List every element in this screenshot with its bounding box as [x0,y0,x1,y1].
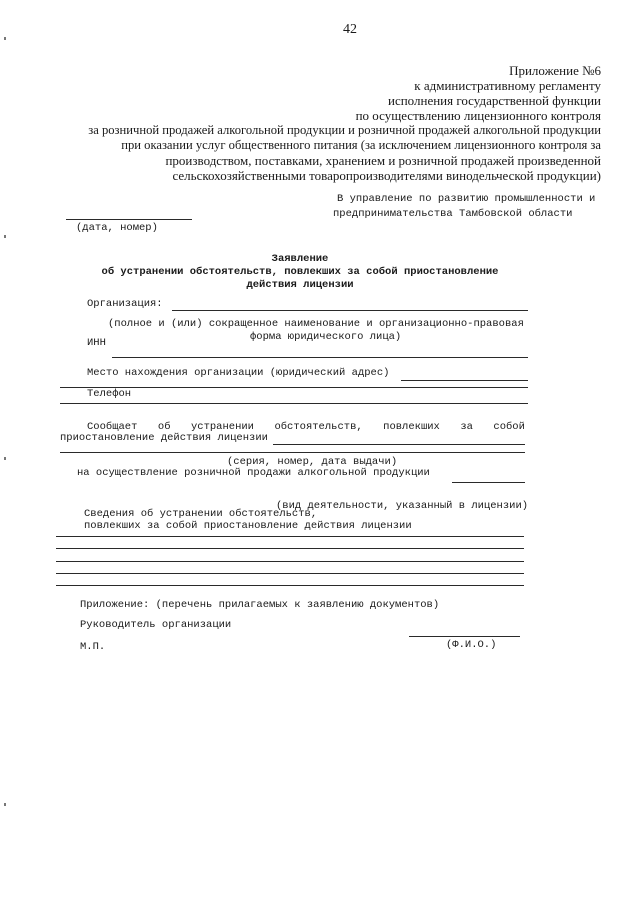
license-field[interactable] [273,444,525,445]
series-hint: (серия, номер, дата выдачи) [227,456,398,468]
appendix-line: при оказании услуг общественного питания (за исключением лицензионного контроля за [121,138,601,152]
reports-word: за [460,421,473,433]
info-field-line[interactable] [56,548,524,549]
addressee-line: В управление по развитию промышленности и [337,193,596,205]
info-line: Сведения об устранении обстоятельств, [84,508,318,520]
scan-speck [4,235,6,238]
activity-hint: (вид деятельности, указанный в лицензии) [276,500,529,512]
inn-field[interactable] [112,357,528,358]
scan-speck [4,803,6,806]
address-field[interactable] [401,380,528,381]
seal-label: М.П. [80,641,106,653]
heading-subtitle: действия лицензии [246,279,354,291]
reports-line2: приостановление действия лицензии [60,432,268,444]
organization-hint: (полное и (или) сокращенное наименование и организационно-правовая [108,318,524,330]
addressee-line: предпринимательства Тамбовской области [333,208,573,220]
phone-field[interactable] [60,403,528,404]
scan-speck [4,457,6,460]
info-field-line[interactable] [56,536,524,537]
organization-label: Организация: [87,298,163,310]
scan-speck [4,37,6,40]
head-label: Руководитель организации [80,619,232,631]
info-field-line[interactable] [56,585,524,586]
heading-title: Заявление [271,253,329,265]
heading-subtitle: об устранении обстоятельств, повлекших за собой приостановление [101,266,499,278]
appendix-line: исполнения государственной функции [387,93,601,108]
fio-hint: (Ф.И.О.) [446,639,497,651]
organization-hint: форма юридического лица) [250,331,402,343]
reports-word: устранении [190,421,254,433]
date-number-line [66,219,192,220]
appendix-line: сельскохозяйственными товаропроизводителями винодельческой продукции) [172,168,601,183]
license-field-line2[interactable] [60,452,525,453]
activity-field[interactable] [452,482,525,483]
info-line: повлекших за собой приостановление действия лицензии [84,520,412,532]
reports-word: об [157,421,171,433]
attachment-line: Приложение: (перечень прилагаемых к заявлению документов) [80,599,440,611]
signature-line[interactable] [409,636,520,637]
date-number-caption: (дата, номер) [76,222,158,234]
reports-word: Сообщает [87,421,138,433]
reports-word: повлекших [383,421,440,433]
appendix-line: за розничной продажей алкогольной продукции и розничной продажей алкогольной продукции [88,123,601,137]
appendix-title: Приложение №6 [509,63,601,78]
page-number: 42 [343,22,357,37]
activity-line: на осуществление розничной продажи алкогольной продукции [77,467,430,479]
organization-field[interactable] [172,310,528,311]
phone-label: Телефон [87,388,132,400]
appendix-line: к административному регламенту [414,78,601,93]
info-field-line[interactable] [56,561,524,562]
appendix-line: по осуществлению лицензионного контроля [355,108,601,123]
appendix-line: производством, поставками, хранением и розничной продажей произведенной [165,153,601,168]
reports-word: собой [493,421,525,433]
inn-label: ИНН [87,337,106,349]
info-field-line[interactable] [56,573,524,574]
reports-word: обстоятельств, [274,421,363,433]
address-label: Место нахождения организации (юридический адрес) [87,367,390,379]
